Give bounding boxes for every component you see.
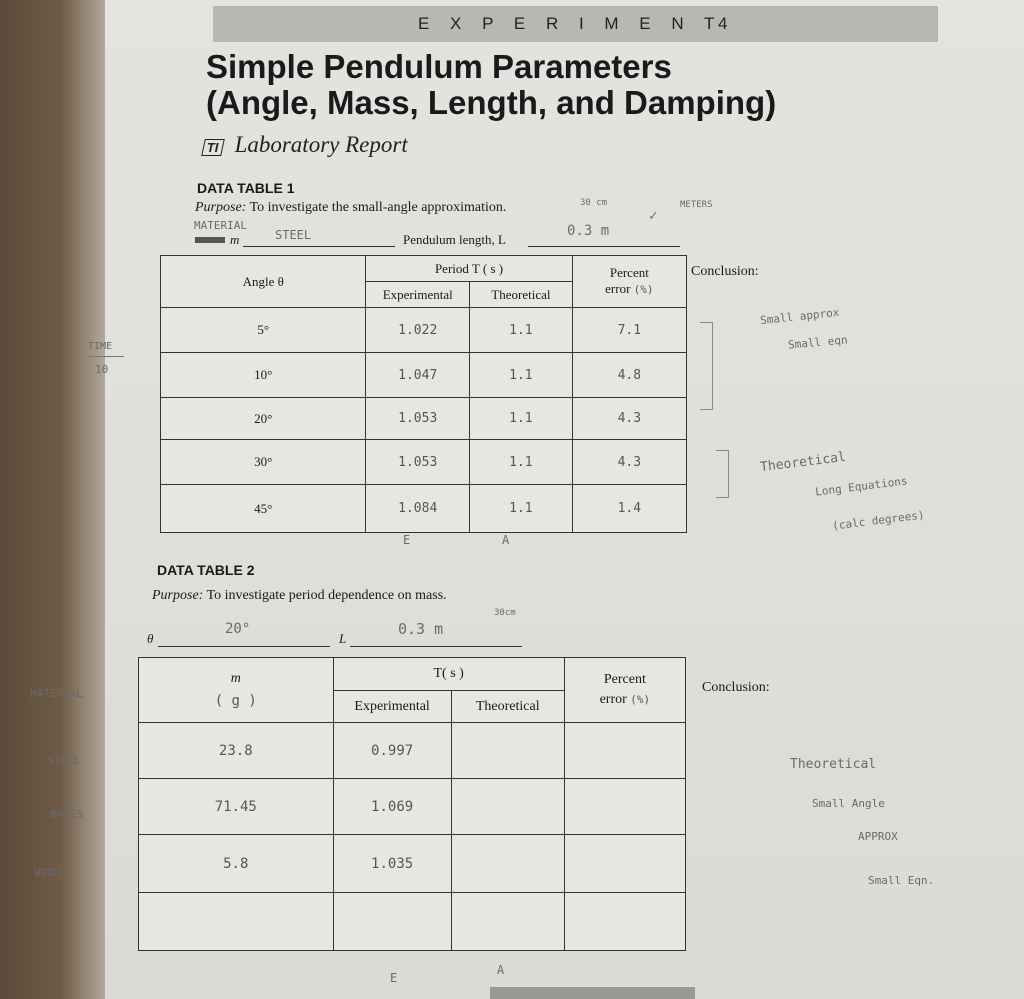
t2-m-unit: ( g ) (214, 692, 257, 709)
t1-theo-cell: 1.1 (470, 485, 573, 533)
t2-col-theoretical: Theoretical (451, 691, 564, 723)
table2-theta-value: 20° (225, 621, 251, 637)
t1-err-cell: 4.3 (572, 440, 686, 485)
t1-angle-cell: 5° (161, 308, 366, 353)
table1-m-value: STEEL (275, 228, 312, 242)
t2-col-m (139, 658, 334, 723)
bracket-small-approx (700, 322, 713, 410)
material-wood: WOOD (34, 866, 61, 879)
t1-angle-cell: 45° (161, 485, 366, 533)
note-small-eqn: Small eqn (787, 333, 849, 352)
table2-theta-label: θ (147, 631, 154, 646)
t1-err-cell: 4.3 (572, 398, 686, 440)
table-row (161, 308, 687, 353)
subtitle-text: Laboratory Report (234, 132, 408, 157)
table-row (161, 353, 687, 398)
page-title-line2: (Angle, Mass, Length, and Damping) (206, 84, 777, 121)
table2-l-note: 30cm (494, 608, 516, 618)
t1-percent-text: Percent (609, 265, 649, 280)
table2-purpose-label: Purpose: (152, 588, 204, 603)
table1-m-label: m (230, 232, 240, 247)
bottom-band (490, 987, 695, 999)
t1-exp-cell: 1.053 (366, 440, 470, 485)
t2-conclusion-label: Conclusion: (702, 680, 770, 695)
t1-col-theoretical: Theoretical (470, 282, 573, 308)
table2-l-value: 0.3 m (398, 620, 444, 638)
t2-note-approx: APPROX (858, 830, 898, 843)
table-row (139, 835, 686, 893)
table2-heading: DATA TABLE 2 (157, 562, 255, 578)
t2-err-cell (564, 723, 685, 779)
t2-theo-cell (451, 779, 564, 835)
t1-err-cell: 1.4 (572, 485, 686, 533)
table2-l-label: L (339, 631, 347, 646)
t1-err-cell: 4.8 (572, 353, 686, 398)
note-calc-degrees: (calc degrees) (831, 508, 926, 533)
experiment-label: E X P E R I M E N T (418, 14, 723, 33)
t1-col-experimental: Experimental (366, 282, 470, 308)
table2-purpose (152, 588, 447, 604)
table-row (161, 398, 687, 440)
t2-error-text: error (599, 692, 627, 707)
data-table-1 (160, 255, 687, 533)
t2-m-cell: 71.45 (139, 779, 334, 835)
t2-m-text: m (230, 670, 241, 686)
note-small-approx: Small approx (759, 305, 840, 328)
bracket-theoretical (716, 450, 729, 498)
t1-below-e: E (403, 533, 411, 547)
t1-conclusion-label: Conclusion: (691, 264, 759, 279)
margin-material-label: MATERIAL (30, 687, 83, 700)
table1-length-value: 0.3 m (567, 223, 610, 239)
t2-m-cell: 5.8 (139, 835, 334, 893)
table1-m-line (243, 229, 395, 247)
table1-length-label: Pendulum length, L (403, 232, 506, 247)
t1-exp-cell: 1.053 (366, 398, 470, 440)
t1-below-a: A (502, 533, 510, 547)
page-title-line1: Simple Pendulum Parameters (206, 48, 672, 85)
t2-percent-text: Percent (603, 672, 646, 687)
data-table-2 (138, 657, 686, 951)
t1-col-period: Period T ( s ) (366, 256, 572, 282)
table-row (161, 440, 687, 485)
t2-theo-cell (451, 835, 564, 893)
t1-theo-cell: 1.1 (470, 398, 573, 440)
t2-col-experimental: Experimental (333, 691, 451, 723)
report-subtitle (203, 132, 408, 158)
margin-time-label: TIME (88, 341, 113, 352)
table1-purpose-label: Purpose: (195, 200, 247, 215)
t2-exp-cell: 0.997 (333, 723, 451, 779)
t1-col-angle: Angle θ (161, 256, 366, 308)
t2-theo-cell (451, 893, 564, 951)
table1-material-label: MATERIAL (194, 219, 247, 232)
t2-err-cell (564, 779, 685, 835)
material-brass: BRASS (50, 808, 84, 821)
table1-purpose-text: To investigate the small-angle approximation. (249, 200, 507, 215)
note-long-equations: Long Equations (814, 474, 909, 499)
t2-exp-cell: 1.069 (333, 779, 451, 835)
t2-exp-cell: 1.035 (333, 835, 451, 893)
ti-logo-icon: TI (201, 139, 224, 156)
material-steel: STEEL (48, 754, 82, 767)
t1-error-text: error (605, 281, 631, 296)
margin-time-value: 10 (95, 363, 109, 376)
t1-exp-cell: 1.022 (366, 308, 470, 353)
t2-m-cell: 23.8 (139, 723, 334, 779)
t1-theo-cell: 1.1 (470, 308, 573, 353)
margin-time-divider (88, 356, 124, 357)
t1-error-unit: (%) (633, 283, 654, 296)
t1-exp-cell: 1.047 (366, 353, 470, 398)
table1-length-note: 30 cm (580, 198, 608, 208)
check-mark-icon: ✓ (649, 208, 658, 224)
table-row (139, 779, 686, 835)
t2-col-t: T( s ) (333, 658, 564, 691)
experiment-header-band (213, 6, 938, 42)
table-row (161, 485, 687, 533)
t1-theo-cell: 1.1 (470, 440, 573, 485)
t1-col-percent-error (572, 256, 686, 308)
t2-note-small-angle: Small Angle (812, 797, 885, 810)
table-row (139, 893, 686, 951)
t2-note-small-eqn: Small Eqn. (868, 874, 935, 887)
t1-angle-cell: 20° (161, 398, 366, 440)
t1-angle-cell: 10° (161, 353, 366, 398)
t1-theo-cell: 1.1 (470, 353, 573, 398)
t2-theo-cell (451, 723, 564, 779)
scribble-mark (195, 237, 225, 243)
table1-purpose (195, 200, 506, 216)
t1-err-cell: 7.1 (572, 308, 686, 353)
table-row (139, 723, 686, 779)
t2-m-cell (139, 893, 334, 951)
table2-purpose-text: To investigate period dependence on mass. (206, 588, 447, 603)
t2-error-unit: (%) (630, 693, 651, 706)
t2-below-a: A (497, 963, 505, 977)
table1-units-note: METERS (680, 200, 713, 210)
table1-heading: DATA TABLE 1 (197, 180, 295, 196)
experiment-number: 4 (718, 14, 736, 33)
t2-err-cell (564, 893, 685, 951)
note-theoretical: Theoretical (759, 449, 847, 476)
t2-err-cell (564, 835, 685, 893)
t2-note-theoretical: Theoretical (790, 757, 877, 772)
t2-exp-cell (333, 893, 451, 951)
t2-below-e: E (390, 971, 398, 985)
t2-col-percent-error (564, 658, 685, 723)
t1-exp-cell: 1.084 (366, 485, 470, 533)
t1-angle-cell: 30° (161, 440, 366, 485)
